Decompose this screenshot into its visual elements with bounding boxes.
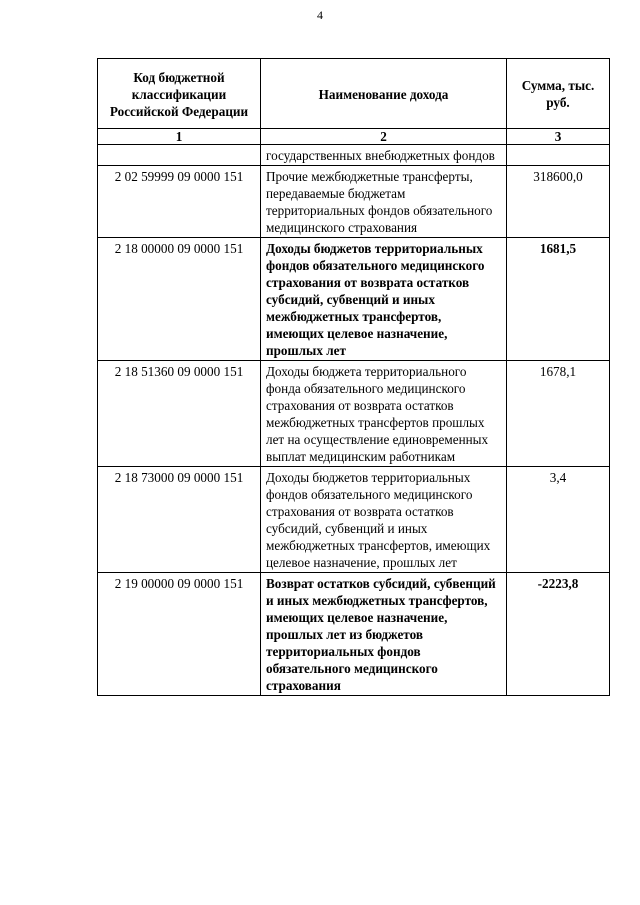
row-code: 2 18 00000 09 0000 151	[98, 238, 261, 361]
header-code: Код бюджетной классификации Российской Федерации	[98, 59, 261, 129]
table-row	[98, 238, 610, 361]
row-name: Возврат остатков субсидий, субвенций и иных межбюджетных трансфертов, имеющих целевое назначение, прошлых лет из бюджетов территориальных фондов обязательного медицинского страхования	[261, 573, 507, 696]
row-name: Доходы бюджетов территориальных фондов обязательного медицинского страхования от возврата остатков субсидий, субвенций и иных межбюджетных трансфертов, имеющих целевое назначение, прошлых лет	[261, 467, 507, 573]
row-name: Доходы бюджетов территориальных фондов обязательного медицинского страхования от возврата остатков субсидий, субвенций и иных межбюджетных трансфертов, имеющих целевое назначение, прошлых лет	[261, 238, 507, 361]
table-row	[98, 166, 610, 238]
row-amount: -2223,8	[507, 573, 610, 696]
row-name: государственных внебюджетных фондов	[261, 145, 507, 166]
row-amount	[507, 145, 610, 166]
page-number: 4	[317, 8, 323, 22]
row-code: 2 18 73000 09 0000 151	[98, 467, 261, 573]
row-code: 2 19 00000 09 0000 151	[98, 573, 261, 696]
row-code: 2 02 59999 09 0000 151	[98, 166, 261, 238]
row-code	[98, 145, 261, 166]
column-number-row	[98, 129, 610, 145]
row-amount: 3,4	[507, 467, 610, 573]
table-row	[98, 145, 610, 166]
row-amount: 1678,1	[507, 361, 610, 467]
row-name: Доходы бюджета территориального фонда обязательного медицинского страхования от возврата остатков межбюджетных трансфертов прошлых лет на осуществление единовременных выплат медицинским работникам	[261, 361, 507, 467]
row-name: Прочие межбюджетные трансферты, передаваемые бюджетам территориальных фондов обязательного медицинского страхования	[261, 166, 507, 238]
column-number: 1	[98, 129, 261, 145]
budget-revenue-table	[97, 58, 610, 696]
column-number: 3	[507, 129, 610, 145]
table-row	[98, 361, 610, 467]
header-amount: Сумма, тыс. руб.	[507, 59, 610, 129]
column-number: 2	[261, 129, 507, 145]
table-row	[98, 467, 610, 573]
table-header-row	[98, 59, 610, 129]
row-code: 2 18 51360 09 0000 151	[98, 361, 261, 467]
row-amount: 318600,0	[507, 166, 610, 238]
table-row	[98, 573, 610, 696]
header-name: Наименование дохода	[261, 59, 507, 129]
row-amount: 1681,5	[507, 238, 610, 361]
